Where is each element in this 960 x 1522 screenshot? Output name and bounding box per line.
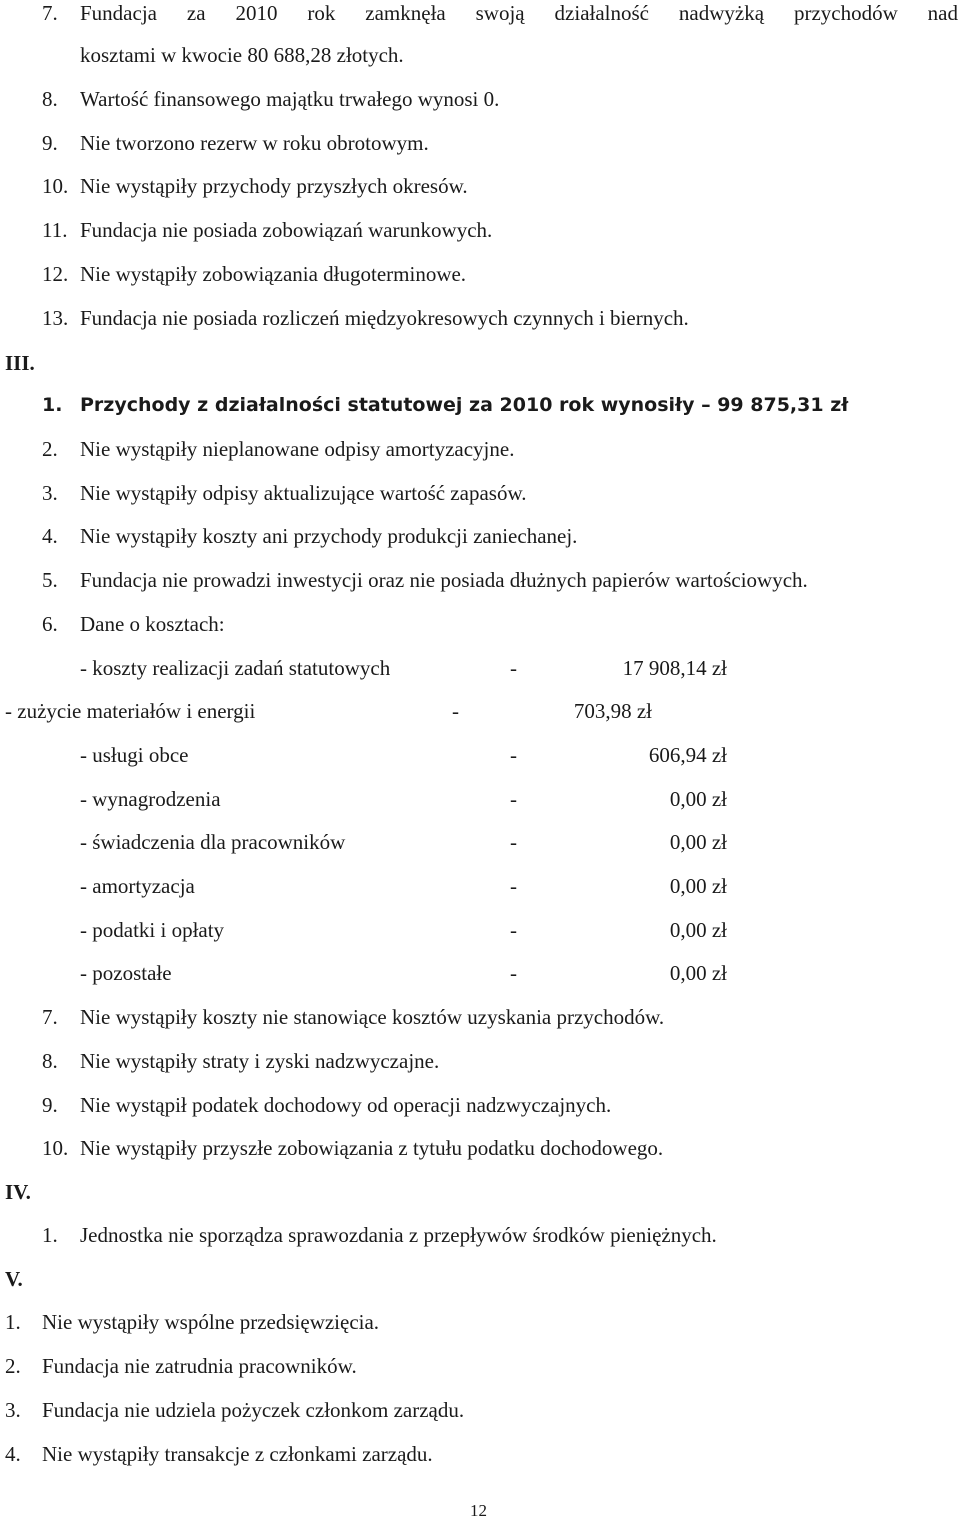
list-number: 2. (5, 1354, 21, 1378)
list-item-text: Nie wystąpiły straty i zyski nadzwyczajne. (80, 1049, 440, 1073)
list-item-text: Fundacja nie udziela pożyczek członkom zarządu. (42, 1398, 465, 1422)
list-item-text: Nie wystąpiły zobowiązania długoterminowe. (80, 262, 467, 286)
list-number: 4. (5, 1442, 21, 1466)
list-number: 6. (42, 612, 58, 636)
list-item-text: Nie wystąpiły nieplanowane odpisy amortyzacyjne. (80, 437, 515, 461)
list-item-text: Fundacja nie posiada rozliczeń międzyokresowych czynnych i biernych. (80, 306, 689, 330)
cost-label: - wynagrodzenia (80, 787, 221, 811)
list-item-text: Fundacja nie zatrudnia pracowników. (42, 1354, 357, 1378)
cost-dash: - (510, 656, 517, 680)
list-number: 9. (42, 131, 58, 155)
list-number: 2. (42, 437, 58, 461)
cost-dash: - (510, 874, 517, 898)
list-number: 11. (42, 218, 68, 242)
list-number: 10. (42, 1136, 69, 1160)
cost-label: - zużycie materiałów i energii (5, 699, 256, 723)
cost-dash: - (510, 830, 517, 854)
list-item-text: Fundacja za 2010 rok zamknęła swoją działalność nadwyżką przychodów nad (80, 1, 958, 25)
list-item-text: Nie wystąpiły koszty nie stanowiące kosztów uzyskania przychodów. (80, 1005, 665, 1029)
list-number: 7. (42, 1005, 58, 1029)
cost-dash: - (510, 918, 517, 942)
list-number: 8. (42, 1049, 58, 1073)
list-number: 8. (42, 87, 58, 111)
cost-value: 0,00 zł (669, 918, 727, 942)
list-item-text: Nie wystąpił podatek dochodowy od operacji nadzwyczajnych. (80, 1093, 612, 1117)
cost-dash: - (510, 961, 517, 985)
cost-label: - koszty realizacji zadań statutowych (80, 656, 391, 680)
list-number: 3. (42, 481, 58, 505)
cost-dash: - (510, 787, 517, 811)
list-item-text: Wartość finansowego majątku trwałego wynosi 0. (80, 87, 500, 111)
cost-label: - pozostałe (80, 961, 172, 985)
list-number: 1. (42, 394, 63, 416)
cost-value: 17 908,14 zł (622, 656, 727, 680)
list-item-text: Nie wystąpiły wspólne przedsięwzięcia. (42, 1310, 380, 1334)
cost-value: 703,98 zł (573, 699, 652, 723)
section-heading-v: V. (5, 1267, 23, 1291)
cost-label: - podatki i opłaty (80, 918, 225, 942)
cost-value: 0,00 zł (669, 961, 727, 985)
page-number: 12 (470, 1501, 487, 1520)
cost-value: 0,00 zł (669, 830, 727, 854)
cost-value: 0,00 zł (669, 787, 727, 811)
list-number: 10. (42, 174, 69, 198)
list-number: 12. (42, 262, 69, 286)
list-item-text: Jednostka nie sporządza sprawozdania z przepływów środków pieniężnych. (80, 1223, 717, 1247)
list-number: 13. (42, 306, 69, 330)
list-item-text: Nie wystąpiły koszty ani przychody produkcji zaniechanej. (80, 524, 578, 548)
cost-label: - usługi obce (80, 743, 189, 767)
cost-dash: - (452, 699, 459, 723)
list-number: 1. (42, 1223, 58, 1247)
list-item-text: Dane o kosztach: (80, 612, 225, 636)
list-number: 4. (42, 524, 58, 548)
list-item-text: Nie wystąpiły odpisy aktualizujące wartość zapasów. (80, 481, 527, 505)
list-number: 3. (5, 1398, 21, 1422)
cost-label: - świadczenia dla pracowników (80, 830, 346, 854)
cost-value: 0,00 zł (669, 874, 727, 898)
cost-label: - amortyzacja (80, 874, 195, 898)
cost-dash: - (510, 743, 517, 767)
list-item-text: Nie wystąpiły przyszłe zobowiązania z tytułu podatku dochodowego. (80, 1136, 664, 1160)
list-number: 9. (42, 1093, 58, 1117)
list-number: 5. (42, 568, 58, 592)
list-item-text: Nie wystąpiły transakcje z członkami zarządu. (42, 1442, 433, 1466)
list-item-text: Nie tworzono rezerw w roku obrotowym. (80, 131, 429, 155)
list-number: 1. (5, 1310, 21, 1334)
list-item-text: Nie wystąpiły przychody przyszłych okresów. (80, 174, 468, 198)
list-number: 7. (42, 1, 58, 25)
cost-value: 606,94 zł (648, 743, 727, 767)
section-heading-iv: IV. (5, 1180, 31, 1204)
section-heading-iii: III. (5, 351, 35, 375)
list-item-continuation: kosztami w kwocie 80 688,28 złotych. (80, 43, 404, 67)
list-item-text: Fundacja nie posiada zobowiązań warunkowych. (80, 218, 493, 242)
list-item-text: Fundacja nie prowadzi inwestycji oraz nie posiada dłużnych papierów wartościowych. (80, 568, 808, 592)
income-summary: Przychody z działalności statutowej za 2010 rok wynosiły – 99 875,31 zł (80, 394, 849, 416)
